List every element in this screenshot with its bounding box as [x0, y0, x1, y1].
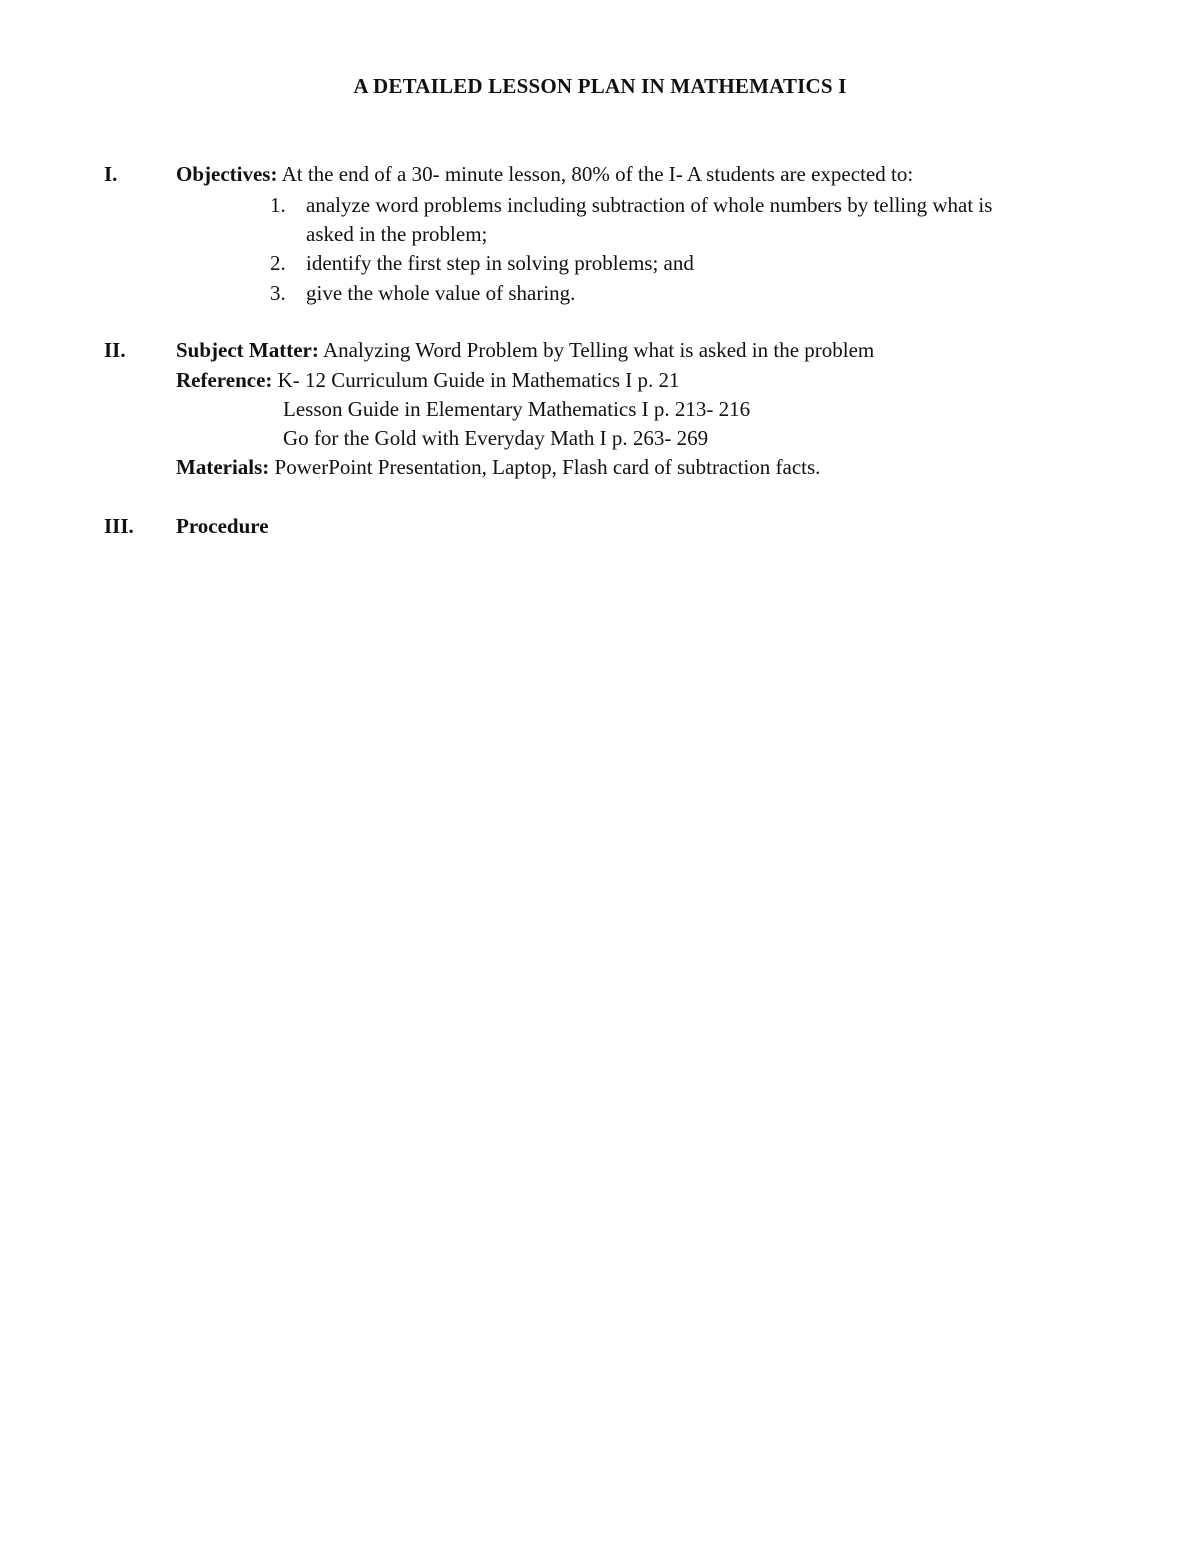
objectives-intro: At the end of a 30- minute lesson, 80% of the I- A students are expected to:: [281, 162, 914, 186]
procedure-heading: Procedure: [176, 514, 269, 538]
objectives-heading: Objectives:: [176, 162, 278, 186]
objective-item-2: identify the first step in solving problems; and: [306, 251, 694, 275]
subject-matter-line: [176, 336, 874, 364]
reference-item-2: Lesson Guide in Elementary Mathematics I p. 213- 216: [283, 397, 751, 421]
objective-number: 1.: [270, 193, 286, 217]
objective-number: 2.: [270, 251, 286, 275]
subject-matter-heading: Subject Matter:: [176, 338, 319, 362]
objective-item-3: give the whole value of sharing.: [306, 281, 576, 305]
objective-number: 3.: [270, 281, 286, 305]
materials-line: [176, 453, 820, 481]
subject-matter-text: Analyzing Word Problem by Telling what is asked in the problem: [322, 338, 875, 362]
materials-text: PowerPoint Presentation, Laptop, Flash card of subtraction facts.: [274, 455, 821, 479]
section-numeral-objectives: I.: [104, 162, 118, 186]
objectives-line: [176, 160, 913, 188]
reference-label: Reference:: [176, 368, 273, 392]
section-numeral-procedure: III.: [104, 514, 134, 538]
reference-item-1: K- 12 Curriculum Guide in Mathematics I p. 21: [277, 368, 680, 392]
document-title: A DETAILED LESSON PLAN IN MATHEMATICS I: [353, 74, 847, 98]
reference-item-3: Go for the Gold with Everyday Math I p. 263- 269: [283, 426, 709, 450]
section-numeral-subject-matter: II.: [104, 338, 126, 362]
objective-item-1-continued: asked in the problem;: [306, 222, 488, 246]
materials-label: Materials:: [176, 455, 270, 479]
objective-item-1: analyze word problems including subtraction of whole numbers by telling what is: [306, 193, 993, 217]
reference-line: [176, 366, 679, 394]
